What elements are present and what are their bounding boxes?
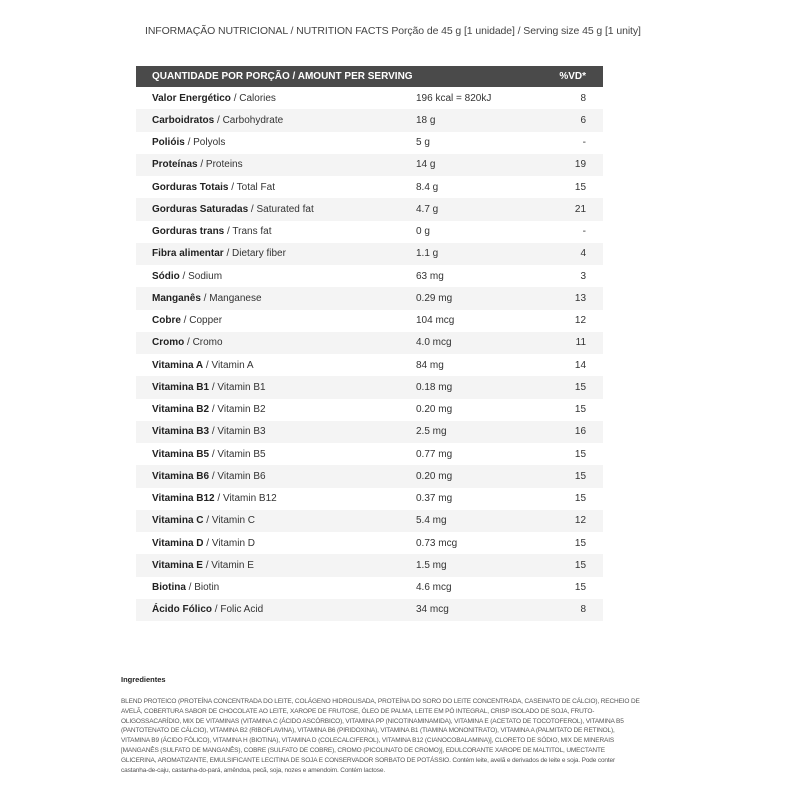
nutrient-name [136,577,416,599]
nutrient-name-pt: Polióis [152,137,185,149]
nutrient-daily-value: 15 [531,443,603,465]
nutrient-name-pt: Vitamina B2 [152,404,210,416]
nutrient-name-en: / Vitamin B2 [209,404,266,416]
nutrient-daily-value: 8 [531,599,603,621]
table-row [136,109,603,131]
nutrient-name-en: / Vitamin B12 [214,493,277,505]
nutrient-name-pt: Vitamina A [152,359,204,371]
nutrient-name-en: / Proteins [197,159,243,171]
table-row [136,577,603,599]
nutrient-name-en: / Vitamin C [203,515,255,527]
nutrient-name-pt: Carboidratos [152,114,215,126]
nutrient-amount: 104 mcg [416,310,531,332]
nutrient-name [136,132,416,154]
nutrient-name [136,87,416,109]
table-header-row [136,66,603,87]
nutrient-name-pt: Fibra alimentar [152,248,224,260]
nutrient-name-en: / Manganese [200,292,262,304]
nutrient-name [136,532,416,554]
table-row [136,243,603,265]
nutrient-daily-value: 3 [531,265,603,287]
nutrient-amount: 8.4 g [416,176,531,198]
nutrient-amount: 0.77 mg [416,443,531,465]
ingredients-text: BLEND PROTEICO (PROTEÍNA CONCENTRADA DO LEITE, COLÁGENO HIDROLISADA, PROTEÍNA DO SORO DO LEITE CONCENTRADA, CASEINATO DE CÁLCIO), RECHEIO DE AVELÃ, COBERTURA SABOR DE CHOCOLATE AO LEITE, XAROPE DE FRUTOSE, ÓLEO DE PALMA, LEITE EM PÓ INTEGRAL, CRISP ISOLADO DE SOJA, FRUTO-OLIGOSSACARÍDIO, MIX DE VITAMINAS (VITAMINA C (ÁCIDO ASCÓRBICO), VITAMINA PP (NICOTINAMINAMIDA), VITAMINA E (ACETATO DE TOCOTOFEROL), VITAMINA B5 (PANTOTENATO DE CÁLCIO), VITAMINA B2 (RIBOFLAVINA), VITAMINA B6 (PIRIDOXINA), VITAMINA B1 (TIAMINA MONONITRATO), VITAMINA A (PALMITATO DE RETINOL), VITAMINA B9 (ÁCIDO FÓLICO), VITAMINA H (BIOTINA), VITAMINA D (COLECALCIFEROL), VITAMINA B12 (CIANOCOBALAMINA)], CLORETO DE SÓDIO, MIX DE MINERAIS [MANGANÊS (SULFATO DE MANGANÊS), COBRE (SULFATO DE COBRE), CROMO (PICOLINATO DE CROMO)], EDULCORANTE XAROPE DE MALTITOL, UMECTANTE GLICERINA, AROMATIZANTE, EMULSIFICANTE LECITINA DE SOJA E CONSERVADOR SORBATO DE POTÁSSIO. Contém leite, avelã e derivados de leite e soja. Pode conter castanha-de-caju, castanha-do-pará, amêndoa, pecã, soja, nozes e amendoim. Contém lactose. [121,698,640,774]
nutrient-name [136,243,416,265]
nutrient-daily-value: 12 [531,510,603,532]
nutrient-daily-value: 13 [531,287,603,309]
nutrient-name-en: / Folic Acid [212,604,264,616]
nutrient-name-en: / Vitamin A [203,359,254,371]
nutrition-table [136,66,603,621]
nutrient-daily-value: - [531,132,603,154]
table-row [136,554,603,576]
nutrient-name-pt: Vitamina E [152,559,203,571]
nutrient-name-pt: Gorduras Saturadas [152,203,249,215]
nutrient-amount: 1.1 g [416,243,531,265]
nutrient-name-pt: Vitamina B3 [152,426,210,438]
table-row [136,510,603,532]
nutrient-name-en: / Dietary fiber [223,248,286,260]
table-row [136,376,603,398]
ingredients-title: Ingredientes [121,675,166,684]
table-row [136,488,603,510]
column-header-amount-per-serving: QUANTIDADE POR PORÇÃO / AMOUNT PER SERVING [136,66,531,87]
nutrient-daily-value: 19 [531,154,603,176]
nutrient-name [136,354,416,376]
table-row [136,421,603,443]
table-row [136,198,603,220]
nutrient-daily-value: 15 [531,376,603,398]
nutrient-amount: 0.73 mcg [416,532,531,554]
nutrient-name-en: / Saturated fat [248,203,314,215]
table-row [136,443,603,465]
nutrient-amount: 18 g [416,109,531,131]
nutrient-name-en: / Vitamin B6 [209,470,266,482]
nutrient-daily-value: 8 [531,87,603,109]
nutrient-amount: 2.5 mg [416,421,531,443]
nutrient-name-en: / Copper [180,315,223,327]
nutrient-daily-value: 16 [531,421,603,443]
table-row [136,532,603,554]
nutrient-name [136,376,416,398]
nutrient-amount: 84 mg [416,354,531,376]
nutrient-amount: 0.20 mg [416,399,531,421]
nutrient-name-pt: Vitamina C [152,515,204,527]
nutrient-name [136,198,416,220]
nutrient-name-pt: Vitamina B12 [152,493,215,505]
nutrient-name-en: / Cromo [184,337,223,349]
nutrient-name-en: / Biotin [185,582,220,594]
nutrient-amount: 0 g [416,221,531,243]
nutrient-name-pt: Biotina [152,582,186,594]
nutrient-amount: 14 g [416,154,531,176]
table-row [136,265,603,287]
nutrient-daily-value: 15 [531,465,603,487]
nutrient-name [136,421,416,443]
nutrient-name-pt: Ácido Fólico [152,604,212,616]
nutrient-daily-value: 15 [531,577,603,599]
nutrient-amount: 196 kcal = 820kJ [416,87,531,109]
nutrient-amount: 1.5 mg [416,554,531,576]
nutrient-amount: 0.20 mg [416,465,531,487]
nutrient-daily-value: 6 [531,109,603,131]
nutrient-daily-value: 15 [531,488,603,510]
nutrient-name-en: / Sodium [179,270,223,282]
table-row [136,287,603,309]
nutrient-amount: 5.4 mg [416,510,531,532]
nutrient-name-en: / Vitamin B3 [209,426,266,438]
nutrient-daily-value: - [531,221,603,243]
table-row [136,465,603,487]
nutrient-name [136,399,416,421]
nutrient-name [136,265,416,287]
nutrient-name [136,221,416,243]
nutrient-name-en: / Total Fat [228,181,276,193]
nutrient-name-pt: Proteínas [152,159,198,171]
nutrient-daily-value: 21 [531,198,603,220]
nutrient-name [136,176,416,198]
table-row [136,87,603,109]
nutrient-name [136,599,416,621]
nutrition-table-body [136,87,603,621]
nutrient-name [136,310,416,332]
nutrient-daily-value: 11 [531,332,603,354]
nutrient-amount: 0.18 mg [416,376,531,398]
table-row [136,154,603,176]
nutrient-name-pt: Valor Energético [152,92,231,104]
nutrient-amount: 63 mg [416,265,531,287]
nutrient-name-en: / Vitamin B1 [209,381,266,393]
nutrient-name-pt: Vitamina B6 [152,470,210,482]
nutrient-amount: 4.6 mcg [416,577,531,599]
nutrient-name-en: / Vitamin D [203,537,255,549]
nutrient-name-pt: Sódio [152,270,180,282]
nutrient-amount: 5 g [416,132,531,154]
nutrient-name [136,443,416,465]
nutrient-name [136,510,416,532]
table-row [136,354,603,376]
nutrient-daily-value: 15 [531,532,603,554]
table-row [136,310,603,332]
nutrient-name [136,465,416,487]
nutrient-amount: 4.0 mcg [416,332,531,354]
nutrient-daily-value: 4 [531,243,603,265]
nutrient-name-pt: Manganês [152,292,201,304]
nutrient-name [136,287,416,309]
nutrient-name-en: / Trans fat [224,226,272,238]
nutrient-daily-value: 15 [531,176,603,198]
nutrient-amount: 4.7 g [416,198,531,220]
table-row [136,176,603,198]
nutrient-name [136,554,416,576]
nutrition-header: INFORMAÇÃO NUTRICIONAL / NUTRITION FACTS Porção de 45 g [1 unidade] / Serving size 45 g [1 unity] [145,25,641,37]
nutrient-name-en: / Vitamin E [202,559,254,571]
nutrient-daily-value: 15 [531,399,603,421]
nutrient-name-pt: Gorduras trans [152,226,225,238]
table-row [136,332,603,354]
nutrient-amount: 0.29 mg [416,287,531,309]
nutrient-name-en: / Calories [230,92,276,104]
nutrient-name-pt: Gorduras Totais [152,181,229,193]
table-row [136,221,603,243]
nutrient-name-pt: Vitamina B1 [152,381,210,393]
nutrient-amount: 0.37 mg [416,488,531,510]
table-row [136,132,603,154]
nutrient-daily-value: 12 [531,310,603,332]
column-header-daily-value: %VD* [531,66,603,87]
nutrient-name-pt: Vitamina D [152,537,204,549]
nutrient-daily-value: 14 [531,354,603,376]
table-row [136,599,603,621]
nutrient-daily-value: 15 [531,554,603,576]
nutrient-name-en: / Vitamin B5 [209,448,266,460]
nutrient-name [136,109,416,131]
nutrient-name-pt: Cromo [152,337,185,349]
table-row [136,399,603,421]
nutrient-name [136,488,416,510]
nutrient-name-pt: Vitamina B5 [152,448,210,460]
nutrient-name-en: / Carbohydrate [214,114,284,126]
nutrient-name-en: / Polyols [184,137,226,149]
nutrient-amount: 34 mcg [416,599,531,621]
nutrient-name [136,154,416,176]
nutrient-name-pt: Cobre [152,315,181,327]
nutrient-name [136,332,416,354]
